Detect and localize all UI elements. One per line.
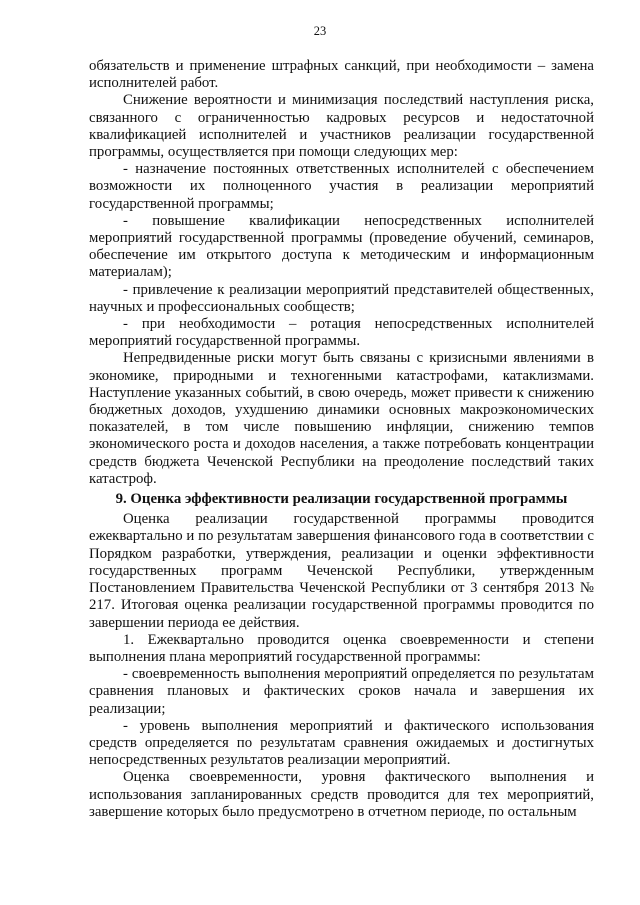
measure-item: - назначение постоянных ответственных исполнителей с обеспечением возможности их полноценного участия в реализации мероприятий государственной программы;: [89, 161, 594, 212]
unforeseen-risks-paragraph: Непредвиденные риски могут быть связаны с кризисными явлениями в экономике, природными и техногенными катастрофами, катаклизмами. Наступление указанных событий, в свою очередь, может привести к снижению бюджетных доходов, ухудшению динамики основных макроэкономических показателей, в том числе повышению инфляции, снижению темпов экономического роста и доходов населения, а также потребовать концентрации средств бюджета Чеченской Республики на преодоление последствий таких катастроф.: [89, 350, 594, 487]
document-body: [89, 58, 594, 821]
quarterly-item: - уровень выполнения мероприятий и фактического использования средств определяется по результатам сравнения ожидаемых и достигнутых непосредственных результатов реализации мероприятий.: [89, 717, 594, 769]
page-number: 23: [313, 24, 327, 38]
measure-item: - при необходимости – ротация непосредственных исполнителей мероприятий государственной программы.: [89, 316, 594, 350]
risk-reduction-paragraph: Снижение вероятности и минимизация последствий наступления риска, связанного с ограниченностью кадровых ресурсов и недостаточной квалификацией исполнителей и участников реализации государственной программы, осуществляется при помощи следующих мер:: [89, 92, 594, 161]
quarterly-item: - своевременность выполнения мероприятий определяется по результатам сравнения плановых и фактических сроков начала и завершения их реализации;: [89, 666, 594, 717]
section-heading: 9. Оценка эффективности реализации государственной программы: [115, 491, 568, 508]
continuation-paragraph: обязательств и применение штрафных санкций, при необходимости – замена исполнителей работ.: [89, 58, 594, 92]
quarterly-paragraph: 1. Ежеквартально проводится оценка своевременности и степени выполнения плана мероприятий государственной программы:: [89, 631, 594, 665]
measure-item: - привлечение к реализации мероприятий представителей общественных, научных и профессиональных сообществ;: [89, 281, 594, 315]
final-paragraph: Оценка своевременности, уровня фактического выполнения и использования запланированных средств проводится для тех мероприятий, завершение которых было предусмотрено в отчетном периоде, по остальным: [89, 769, 594, 820]
assessment-paragraph: Оценка реализации государственной программы проводится ежеквартально и по результатам завершения финансового года в соответствии с Порядком разработки, утверждения, реализации и оценки эффективности государственных программ Чеченской Республики, утвержденным Постановлением Правительства Чеченской Республики от 3 сентября 2013 № 217. Итоговая оценка реализации государственной программы проводится по завершении периода ее действия.: [89, 511, 594, 631]
measure-item: - повышение квалификации непосредственных исполнителей мероприятий государственной программы (проведение обучений, семинаров, обеспечение им открытого доступа к методическим и информационным материалам);: [89, 212, 594, 281]
